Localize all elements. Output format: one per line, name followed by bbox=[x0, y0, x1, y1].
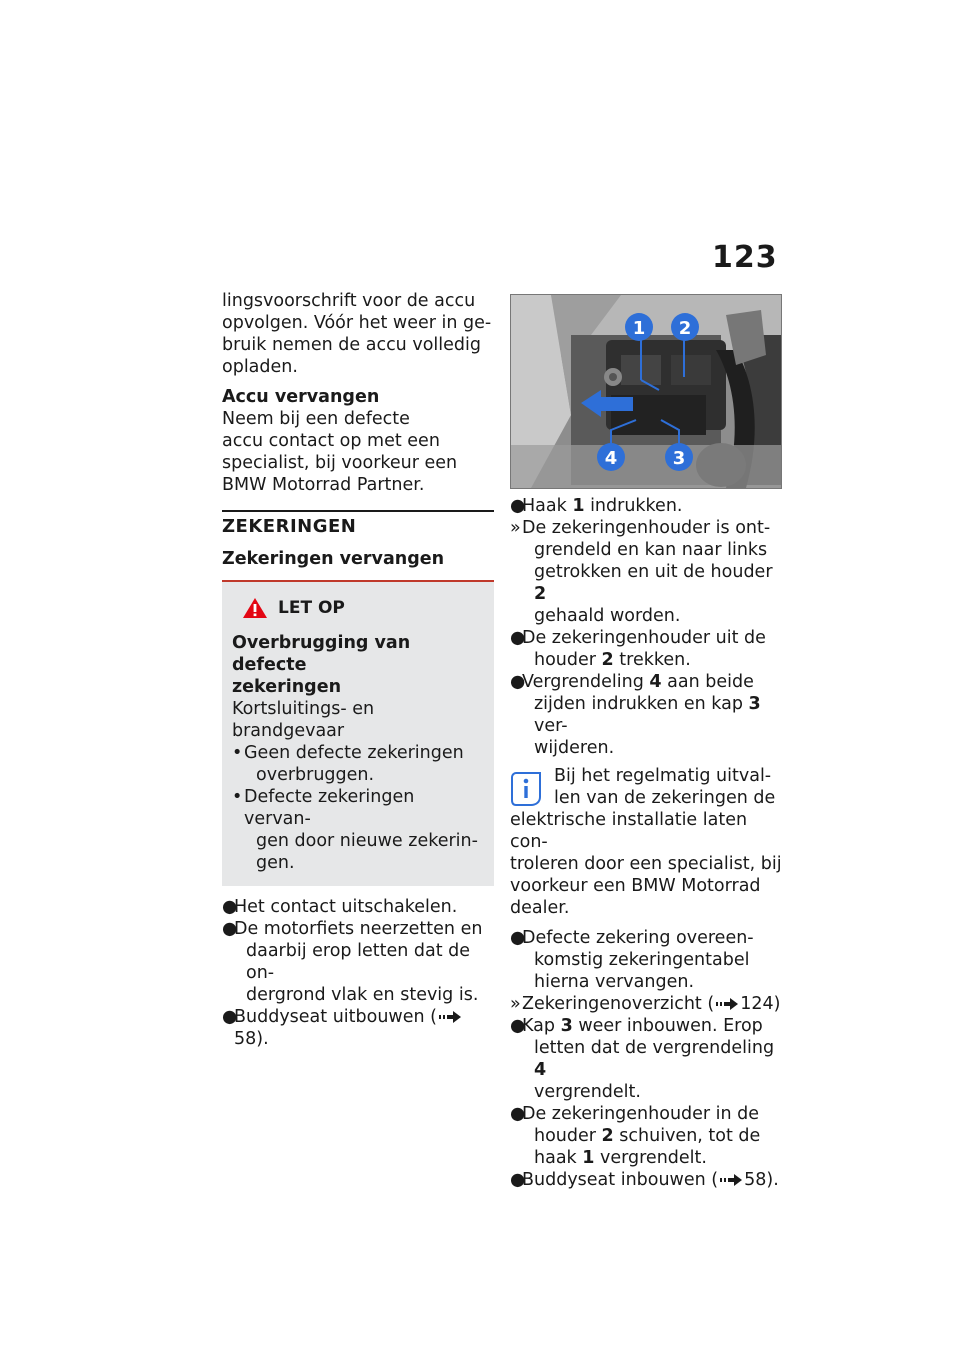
text-line bbox=[522, 561, 782, 605]
text-line bbox=[522, 649, 782, 671]
ref-number: 4 bbox=[534, 1060, 547, 1080]
step-item bbox=[222, 896, 494, 918]
ref-number: 3 bbox=[560, 1016, 573, 1036]
bullet-icon: • bbox=[232, 787, 243, 807]
text-line bbox=[522, 1169, 782, 1191]
step-text: ). bbox=[256, 1029, 269, 1049]
text-line: Neem bij een defecte bbox=[222, 409, 410, 429]
text-line: Defecte zekering overeen- bbox=[522, 928, 754, 948]
bullet-icon: ● bbox=[510, 672, 526, 692]
warning-label: LET OP bbox=[278, 598, 345, 618]
step-item bbox=[510, 495, 782, 517]
step-text: aan beide bbox=[661, 672, 754, 692]
left-column bbox=[222, 290, 494, 1050]
text-line bbox=[522, 1147, 782, 1169]
step-text: schuiven, tot de bbox=[613, 1126, 761, 1146]
text-line bbox=[522, 1125, 782, 1147]
warning-item bbox=[232, 742, 484, 786]
right-column bbox=[510, 294, 782, 1191]
page-reference-arrow-icon[interactable] bbox=[720, 1174, 742, 1186]
step-item bbox=[222, 1006, 494, 1050]
step-item bbox=[222, 918, 494, 1006]
ref-number: 3 bbox=[748, 694, 761, 714]
text-line: troleren door een specialist, bij bbox=[510, 854, 782, 874]
text-line bbox=[522, 993, 782, 1015]
page-reference-arrow-icon[interactable] bbox=[439, 1011, 461, 1023]
warning-header bbox=[242, 596, 484, 620]
step-text: Kap bbox=[522, 1016, 561, 1036]
step-text: houder bbox=[534, 650, 602, 670]
figure-label-2: 2 bbox=[678, 318, 692, 339]
text-line: Defecte zekeringen vervan- bbox=[244, 787, 415, 829]
section-title: ZEKERINGEN bbox=[222, 516, 357, 537]
intro-paragraph bbox=[222, 290, 494, 378]
steps-list bbox=[222, 896, 494, 1050]
result-icon: » bbox=[510, 518, 521, 538]
result-icon: » bbox=[510, 994, 521, 1014]
step-text: haak bbox=[534, 1148, 583, 1168]
result-item bbox=[510, 993, 782, 1015]
figure-label-3: 3 bbox=[672, 448, 686, 469]
text-line: De zekeringenhouder uit de bbox=[522, 628, 766, 648]
page-number: 123 bbox=[712, 240, 778, 275]
text-line: De motorfiets neerzetten en bbox=[234, 919, 483, 939]
ref-number: 1 bbox=[582, 1148, 595, 1168]
text-line: De zekeringenhouder in de bbox=[522, 1104, 760, 1124]
ref-number: 4 bbox=[649, 672, 662, 692]
text-line: bruik nemen de accu volledig bbox=[222, 335, 481, 355]
text-line bbox=[522, 1037, 782, 1081]
text-line: vergrendelt. bbox=[534, 1082, 641, 1102]
bullet-icon: • bbox=[232, 743, 243, 763]
text-line bbox=[522, 495, 782, 517]
ref-number: 2 bbox=[534, 584, 547, 604]
text-line: Geen defecte zekeringen bbox=[244, 743, 464, 763]
text-line: gen. bbox=[256, 853, 295, 873]
fuse-holder-figure bbox=[510, 294, 782, 489]
step-text: weer inbouwen. Erop bbox=[572, 1016, 763, 1036]
ref-number: 2 bbox=[601, 650, 614, 670]
step-text: Zekeringenoverzicht ( bbox=[522, 994, 715, 1014]
step-text: trekken. bbox=[613, 650, 691, 670]
step-text: indrukken. bbox=[584, 496, 683, 516]
text-line: gehaald worden. bbox=[534, 606, 681, 626]
text-line: komstig zekeringentabel bbox=[534, 950, 750, 970]
warning-title-line: zekeringen bbox=[232, 677, 342, 697]
step-text: Vergrendeling bbox=[522, 672, 650, 692]
text-line bbox=[522, 1015, 782, 1037]
text-line: dealer. bbox=[510, 898, 570, 918]
warning-item bbox=[232, 786, 484, 874]
page-reference[interactable]: 58 bbox=[744, 1170, 767, 1190]
step-text: Buddyseat inbouwen ( bbox=[522, 1170, 719, 1190]
text-line: wijderen. bbox=[534, 738, 615, 758]
ref-number: 2 bbox=[601, 1126, 614, 1146]
step-text: getrokken en uit de houder bbox=[534, 562, 773, 582]
text-line: opvolgen. Vóór het weer in ge- bbox=[222, 313, 492, 333]
bullet-icon: ● bbox=[222, 897, 238, 917]
bullet-icon: ● bbox=[510, 1170, 526, 1190]
text-line bbox=[522, 671, 782, 693]
ref-number: 1 bbox=[572, 496, 585, 516]
text-line: lingsvoorschrift voor de accu bbox=[222, 291, 476, 311]
text-line bbox=[234, 1006, 494, 1050]
bullet-icon: ● bbox=[222, 1007, 238, 1027]
text-line: De zekeringenhouder is ont- bbox=[522, 518, 771, 538]
text-line: dergrond vlak en stevig is. bbox=[246, 985, 479, 1005]
step-text: ). bbox=[766, 1170, 779, 1190]
text-line: gen door nieuwe zekerin- bbox=[256, 831, 478, 851]
result-item bbox=[510, 517, 782, 627]
step-text: zijden indrukken en kap bbox=[534, 694, 749, 714]
text-line: Het contact uitschakelen. bbox=[234, 897, 458, 917]
warning-box bbox=[222, 582, 494, 886]
accu-heading: Accu vervangen bbox=[222, 387, 380, 407]
figure-label-4: 4 bbox=[604, 448, 618, 469]
text-line: elektrische installatie laten con- bbox=[510, 810, 748, 852]
step-text: ) bbox=[773, 994, 781, 1014]
step-item bbox=[510, 1015, 782, 1103]
step-text: ver- bbox=[534, 716, 568, 736]
step-text: Haak bbox=[522, 496, 573, 516]
section-divider bbox=[222, 510, 494, 582]
warning-triangle-icon bbox=[242, 596, 268, 620]
warning-title-line: Overbrugging van defecte bbox=[232, 633, 411, 675]
text-line: accu contact op met een bbox=[222, 431, 440, 451]
step-item bbox=[510, 1169, 782, 1191]
text-line: opladen. bbox=[222, 357, 298, 377]
text-line: grendeld en kan naar links bbox=[534, 540, 768, 560]
info-note bbox=[510, 765, 782, 919]
bullet-icon: ● bbox=[510, 628, 526, 648]
bullet-icon: ● bbox=[222, 919, 238, 939]
step-text: vergrendelt. bbox=[594, 1148, 707, 1168]
warning-subtitle: Kortsluitings- en brandgevaar bbox=[232, 699, 375, 741]
page-reference[interactable]: 58 bbox=[234, 1029, 257, 1049]
text-line: daarbij erop letten dat de on- bbox=[246, 941, 471, 983]
text-line: voorkeur een BMW Motorrad bbox=[510, 876, 761, 896]
fuse-holder-photo bbox=[511, 295, 781, 488]
text-line: specialist, bij voorkeur een bbox=[222, 453, 458, 473]
page-reference-arrow-icon[interactable] bbox=[716, 998, 738, 1010]
text-line: overbruggen. bbox=[256, 765, 375, 785]
bullet-icon: ● bbox=[510, 496, 526, 516]
info-icon bbox=[510, 769, 544, 807]
subsection-title: Zekeringen vervangen bbox=[222, 548, 494, 582]
step-text: houder bbox=[534, 1126, 602, 1146]
text-line: len van de zekeringen de bbox=[554, 788, 776, 808]
step-item bbox=[510, 671, 782, 759]
figure-label-1: 1 bbox=[632, 318, 646, 339]
bullet-icon: ● bbox=[510, 1104, 526, 1124]
step-item bbox=[510, 927, 782, 993]
accu-paragraph bbox=[222, 408, 494, 496]
step-item bbox=[510, 1103, 782, 1169]
text-line: Bij het regelmatig uitval- bbox=[554, 766, 772, 786]
bullet-icon: ● bbox=[510, 1016, 526, 1036]
step-text: letten dat de vergrendeling bbox=[534, 1038, 775, 1058]
bullet-icon: ● bbox=[510, 928, 526, 948]
step-text: Buddyseat uitbouwen ( bbox=[234, 1007, 437, 1027]
step-item bbox=[510, 627, 782, 671]
text-line: BMW Motorrad Partner. bbox=[222, 475, 425, 495]
text-line bbox=[522, 693, 782, 737]
page-reference[interactable]: 124 bbox=[740, 994, 774, 1014]
text-line: hierna vervangen. bbox=[534, 972, 695, 992]
